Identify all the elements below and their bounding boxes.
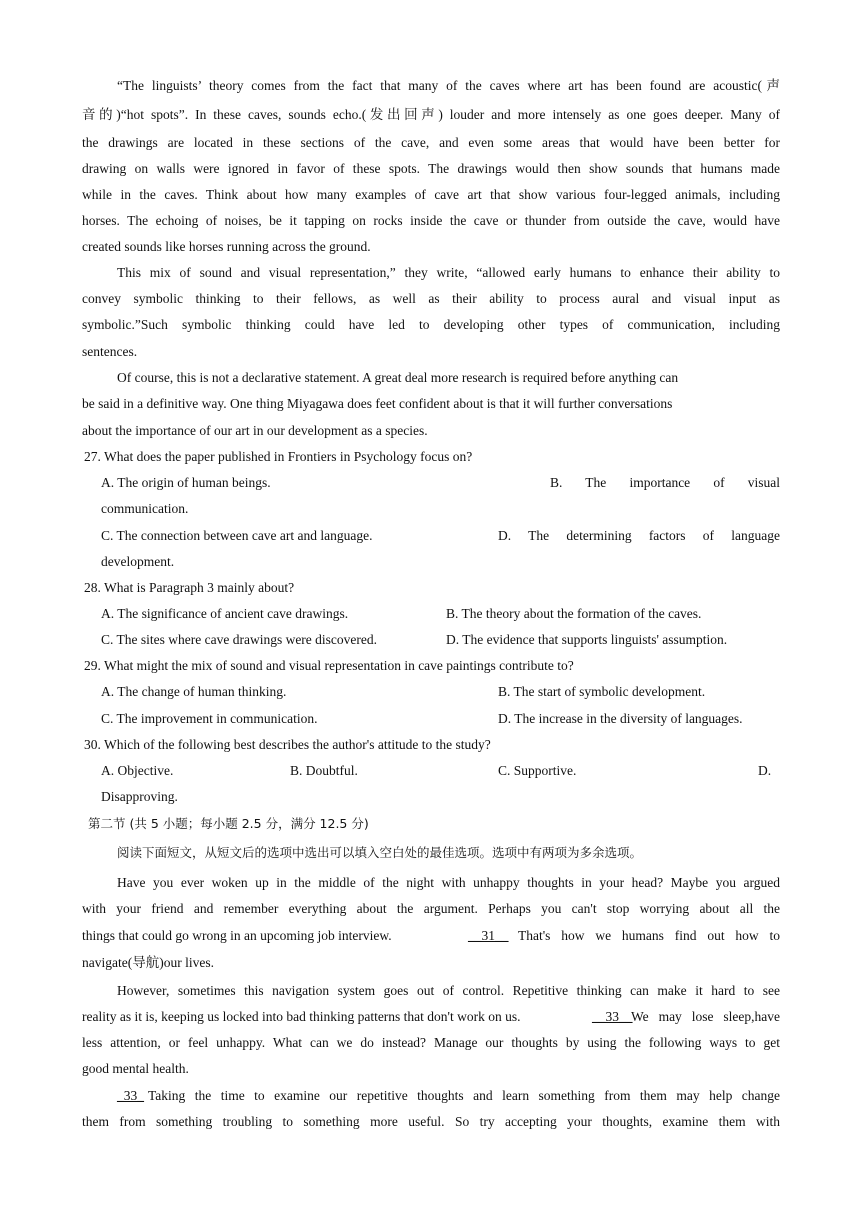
section-heading: 第二节 (共 5 小题；每小题 2.5 分，满分 12.5 分) — [88, 816, 369, 831]
q27-option-d[interactable]: D. The determining factors of language — [498, 528, 780, 543]
q30-option-d-cont: Disapproving. — [101, 789, 178, 804]
q27-option-a[interactable]: A. The origin of human beings. — [101, 475, 271, 490]
paragraph-line: This mix of sound and visual representation,” they write, “allowed early humans to enhance their ability to — [117, 265, 780, 280]
paragraph-line: while in the caves. Think about how many examples of cave art that show various four-legged animals, including — [82, 187, 780, 202]
question-29-stem: 29. What might the mix of sound and visual representation in cave paintings contribute to? — [84, 658, 574, 673]
q30-option-b[interactable]: B. Doubtful. — [290, 763, 358, 778]
paragraph-line: “The linguists’ theory comes from the fact that many of the caves where art has been found are acoustic(声 — [117, 78, 780, 93]
q30-option-d[interactable]: D. — [758, 763, 772, 778]
passage-line-segment: things that could go wrong in an upcoming job interview. — [82, 928, 392, 943]
q27-option-c[interactable]: C. The connection between cave art and language. — [101, 528, 373, 543]
question-27-stem: 27. What does the paper published in Frontiers in Psychology focus on? — [84, 449, 473, 464]
q27-option-b[interactable]: B. The importance of visual — [550, 475, 780, 490]
passage-line-segment: That's how we humans find out how to — [518, 928, 780, 943]
q29-option-b[interactable]: B. The start of symbolic development. — [498, 684, 706, 699]
passage-line: Have you ever woken up in the middle of the night with unhappy thoughts in your head? Maybe you argued — [117, 875, 780, 890]
passage-line: good mental health. — [82, 1061, 189, 1076]
q29-option-d[interactable]: D. The increase in the diversity of languages. — [498, 711, 743, 726]
paragraph-line: drawing on walls were ignored in favor of these spots. The drawings would then show sounds that humans made — [82, 161, 780, 176]
paragraph-line: created sounds like horses running across the ground. — [82, 239, 371, 254]
q27-option-b-cont: communication. — [101, 501, 189, 516]
paragraph-line: symbolic.”Such symbolic thinking could have led to developing other types of communication, including — [82, 317, 780, 332]
passage-line: less attention, or feel unhappy. What can we do instead? Manage our thoughts by using the following ways to get — [82, 1035, 780, 1050]
passage-line-segment: reality as it is, keeping us locked into bad thinking patterns that don't work on us. — [82, 1009, 521, 1024]
blank-31[interactable]: __31__ — [468, 928, 509, 943]
passage-line: navigate(导航)our lives. — [82, 955, 214, 970]
blank-33-second[interactable]: _33_ — [117, 1088, 144, 1103]
paragraph-line: Of course, this is not a declarative statement. A great deal more research is required before anything can — [117, 370, 679, 385]
q29-option-a[interactable]: A. The change of human thinking. — [101, 684, 287, 699]
q28-option-d[interactable]: D. The evidence that supports linguists' assumption. — [446, 632, 728, 647]
passage-line-segment: Taking the time to examine our repetitive thoughts and learn something from them may help change — [148, 1088, 780, 1103]
section-instruction: 阅读下面短文，从短文后的选项中选出可以填入空白处的最佳选项。选项中有两项为多余选项。 — [117, 845, 643, 860]
q28-option-b[interactable]: B. The theory about the formation of the caves. — [446, 606, 702, 621]
q30-option-c[interactable]: C. Supportive. — [498, 763, 577, 778]
q30-option-a[interactable]: A. Objective. — [101, 763, 174, 778]
q27-option-d-cont: development. — [101, 554, 175, 569]
passage-line: However, sometimes this navigation system goes out of control. Repetitive thinking can make it hard to see — [117, 983, 780, 998]
q29-option-c[interactable]: C. The improvement in communication. — [101, 711, 318, 726]
passage-line-segment: We may lose sleep,have — [631, 1009, 780, 1024]
q28-option-c[interactable]: C. The sites where cave drawings were discovered. — [101, 632, 378, 647]
paragraph-line: about the importance of our art in our development as a species. — [82, 423, 428, 438]
question-30-stem: 30. Which of the following best describes the author's attitude to the study? — [84, 737, 491, 752]
passage-line: with your friend and remember everything about the argument. Perhaps you can't stop worrying about all the — [82, 901, 780, 916]
paragraph-line: the drawings are located in these sections of the cave, and even some areas that would have been better for — [82, 135, 780, 150]
paragraph-line: 音的)“hot spots”. In these caves, sounds echo.(发出回声) louder and more intensely as one goes deeper. Many of — [82, 107, 780, 122]
paragraph-line: be said in a definitive way. One thing Miyagawa does feet confident about is that it will further conversations — [82, 396, 673, 411]
paragraph-line: convey symbolic thinking to their fellows, as well as their ability to process aural and visual input as — [82, 291, 780, 306]
q28-option-a[interactable]: A. The significance of ancient cave drawings. — [101, 606, 349, 621]
blank-33[interactable]: __33__ — [592, 1009, 633, 1024]
question-28-stem: 28. What is Paragraph 3 mainly about? — [84, 580, 295, 595]
passage-line: them from something troubling to something more useful. So try accepting your thoughts, examine them with — [82, 1114, 780, 1129]
paragraph-line: horses. The echoing of noises, be it tapping on rocks inside the cave or thunder from outside the cave, would have — [82, 213, 780, 228]
paragraph-line: sentences. — [82, 344, 138, 359]
